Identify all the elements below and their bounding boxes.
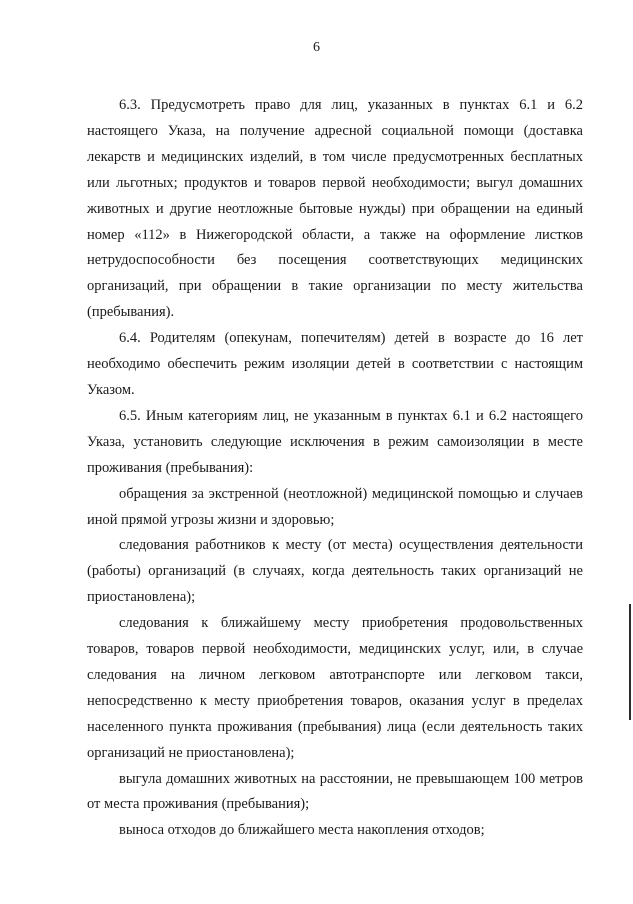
exception-medical-help: обращения за экстренной (неотложной) медицинской помощью и случаев иной прямой угрозы жизни и здоровью; [87,485,583,528]
paragraph-6-4: 6.4. Родителям (опекунам, попечителям) детей в возрасте до 16 лет необходимо обеспечить режим изоляции детей в соответствии с настоящим Указом. [87,330,583,398]
exception-work-commute: следования работников к месту (от места) осуществления деятельности (работы) организаций (в случаях, когда деятельность таких организаций не приостановлена); [87,537,583,606]
exception-shopping: следования к ближайшему месту приобретения продовольственных товаров, товаров первой необходимости, медицинских услуг, или, в случае следования на личном легковом автотранспорте или легковом такси, непосредственно к месту приобретения товаров, оказания услуг в пределах населенного пункта проживания (пребывания) лица (если деятельность таких организаций не приостановлена); [87,615,583,761]
paragraph-6-5: 6.5. Иным категориям лиц, не указанным в пунктах 6.1 и 6.2 настоящего Указа, установить следующие исключения в режим самоизоляции в месте проживания (пребывания): [87,407,583,476]
scan-edge-mark [629,604,631,720]
paragraph-6-3: 6.3. Предусмотреть право для лиц, указанных в пунктах 6.1 и 6.2 настоящего Указа, на получение адресной социальной помощи (доставка лекарств и медицинских изделий, в том числе предусмотренных бесплатных или льготных; продуктов и товаров первой необходимости; выгул домашних животных и другие неотложные бытовые нужды) при обращении на единый номер «112» в Нижегородской области, а также на оформление листков нетрудоспособности без посещения соответствующих медицинских организаций, при обращении в такие организации по месту жительства (пребывания). [87,97,583,321]
exception-waste-disposal: выноса отходов до ближайшего места накопления отходов; [119,822,485,839]
exception-pet-walking: выгула домашних животных на расстоянии, не превышающем 100 метров от места проживания (пребывания); [87,770,583,813]
document-body [87,93,583,844]
page-number: 6 [313,40,320,55]
